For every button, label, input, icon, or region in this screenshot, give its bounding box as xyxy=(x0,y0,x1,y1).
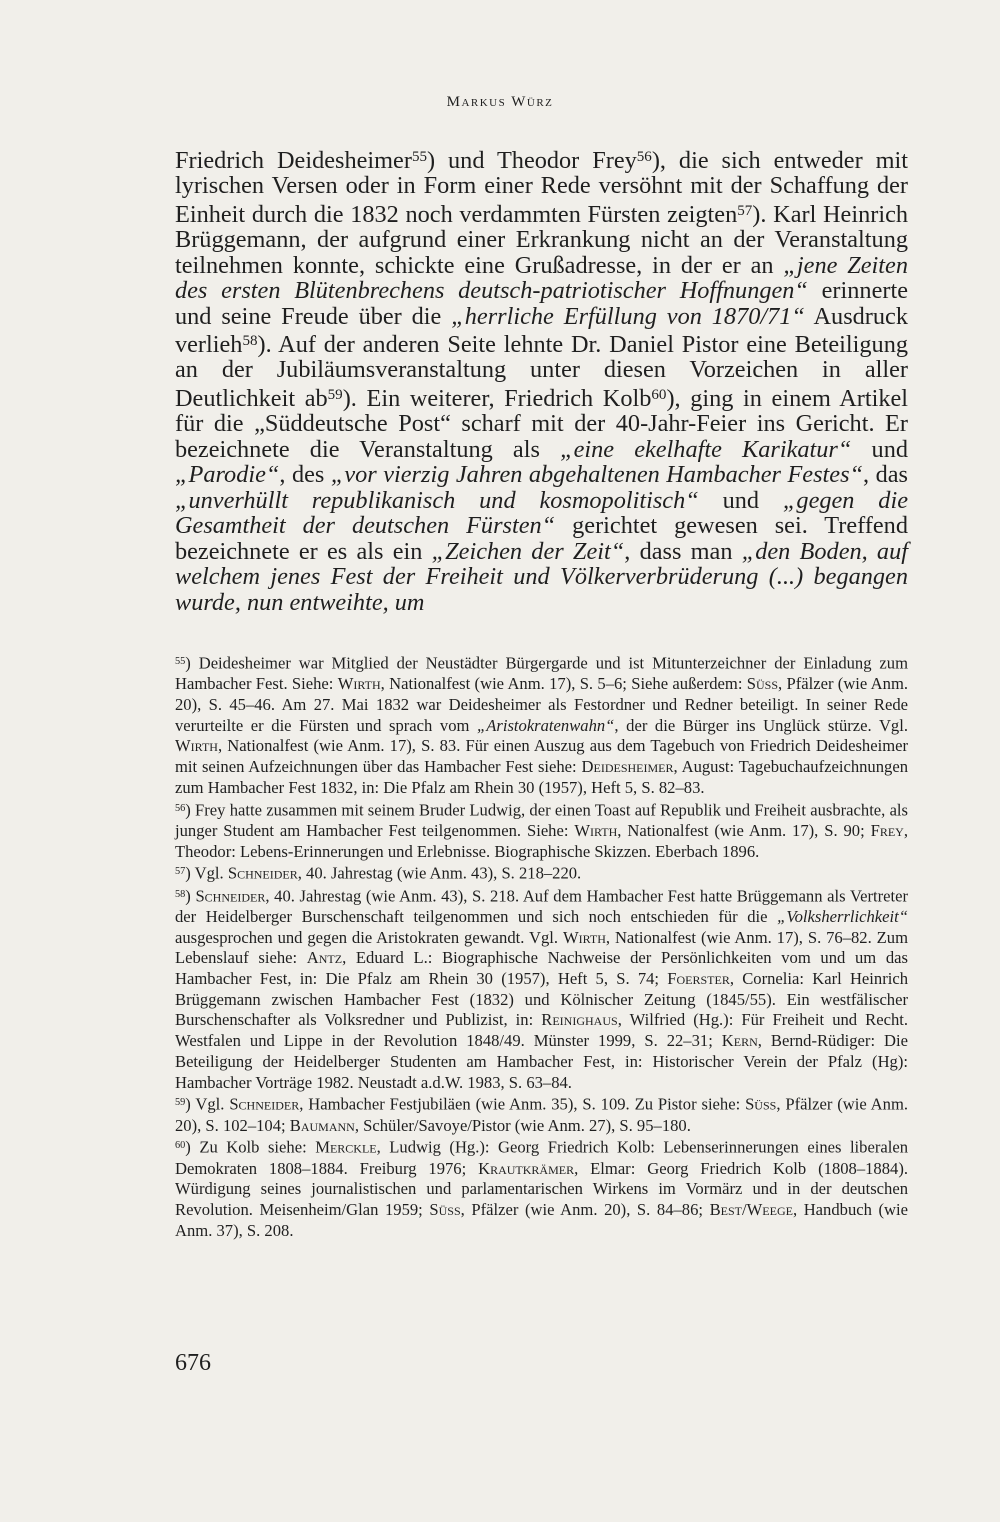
text-run: ausgesprochen und gegen die Aristokraten gewandt. Vgl. xyxy=(175,927,563,947)
text-run: ) Zu Kolb siehe: xyxy=(185,1137,316,1157)
page-number: 676 xyxy=(175,1350,211,1376)
main-text xyxy=(175,145,908,615)
footnote-number: 57 xyxy=(175,866,186,878)
text-run: ) Frey hatte zusammen mit seinem Bruder Ludwig, der einen Toast auf Republik und Freiheit ausbrachte, als junger Student am Hambacher Fest teilgenommen. Siehe: xyxy=(175,800,908,840)
footnote-number: 60 xyxy=(175,1140,186,1152)
footnote-55 xyxy=(175,652,908,799)
text-run: , Hambacher Festjubiläen (wie Anm. 35), S. 109. Zu Pistor siehe: xyxy=(299,1094,746,1114)
text-run: gerichtet gewesen sei. Treffend bezeichnete er es als ein xyxy=(175,512,908,565)
text-run: ) Vgl. xyxy=(185,863,228,883)
text-run: Ausdruck verlieh xyxy=(175,302,908,358)
footnote-number: 58 xyxy=(175,888,186,900)
quote: „unverhüllt republikanisch und kosmopolitisch“ xyxy=(175,486,699,514)
running-head: Markus Würz xyxy=(446,94,554,110)
author-name: Foerster xyxy=(667,969,730,989)
quote: „herrliche Erfüllung von 1870/71“ xyxy=(451,302,805,330)
quote: „vor vierzig Jahren abgehaltenen Hambacher Festes“ xyxy=(330,461,864,489)
footnote-ref-57[interactable]: 57 xyxy=(737,202,753,219)
text-run: , Handbuch (wie Anm. 37), S. 208. xyxy=(175,1200,908,1240)
footnote-59 xyxy=(175,1093,908,1136)
text-run: ) xyxy=(185,886,196,906)
footnote-57 xyxy=(175,862,908,884)
text-run: , Bernd-Rüdiger: Die Beteiligung der Heidelberger Studenten am Hambacher Fest, in: Historischer Verein der Pfalz (Hg): Hambacher Vorträge 1982. Neustadt a.d.W. 1983, S. 63–84. xyxy=(175,1031,908,1092)
footnote-ref-55[interactable]: 55 xyxy=(411,149,427,165)
author-name: Deidesheimer xyxy=(581,757,674,777)
author-name: Schneider xyxy=(229,1094,300,1114)
text-run: und xyxy=(851,435,908,463)
quote: „eine ekelhafte Karikatur“ xyxy=(560,435,852,463)
text-run: ), ging in einem Artikel für die „Süddeutsche Post“ scharf mit der 40-Jahr-Feier ins Gericht. Er bezeichnete die Veranstaltung als xyxy=(175,384,909,463)
author-name: Reinighaus xyxy=(541,1010,618,1030)
text-run: ). Karl Heinrich Brüggemann, der aufgrund einer Erkrankung nicht an der Veranstaltung teilnehmen konnte, schickte eine Grußadresse, in der er an xyxy=(175,200,908,279)
footnote-ref-59[interactable]: 59 xyxy=(327,386,343,403)
text-run: , Wilfried (Hg.): Für Freiheit und Recht. Westfalen und Lippe in der Revolution 1848/49. Münster 1999, S. 22–31; xyxy=(175,1010,909,1051)
author-name: Wirth xyxy=(562,927,606,947)
footnotes xyxy=(175,652,908,1241)
text-run: , 40. Jahrestag (wie Anm. 43), S. 218–220. xyxy=(297,863,582,883)
text-run: , Pfälzer (wie Anm. 20), S. 45–46. Am 27. Mai 1832 war Deidesheimer als Festordner und Redner beteiligt. In seiner Rede verurteilte er die Fürsten und sprach vom xyxy=(175,674,909,735)
text-run: , Pfälzer (wie Anm. 20), S. 84–86; xyxy=(460,1200,710,1220)
author-name: Wirth xyxy=(337,674,381,694)
text-run: ) Vgl. xyxy=(185,1094,230,1114)
footnote-56 xyxy=(175,799,908,863)
text-run: , der die Bürger ins Unglück stürze. Vgl. xyxy=(614,715,908,735)
text-run: ). Ein weiterer, Friedrich Kolb xyxy=(342,384,652,412)
text-run: , Schüler/Savoye/Pistor (wie Anm. 27), S. 95–180. xyxy=(354,1115,691,1135)
text-run: , Nationalfest (wie Anm. 17), S. 83. Für einen Auszug aus dem Tagebuch von Friedrich Deidesheimer mit seinen Aufzeichnungen über das Hambacher Fest siehe: xyxy=(175,736,908,777)
author-name: Antz xyxy=(306,948,343,968)
footnote-number: 55 xyxy=(175,656,186,667)
text-run: , Ludwig (Hg.): Georg Friedrich Kolb: Lebenserinnerungen eines liberalen Demokraten 1808–1884. Freiburg 1976; xyxy=(175,1137,908,1178)
author-name: Süss xyxy=(746,674,779,694)
quote: „den Boden, auf welchem jenes Fest der Freiheit und Völkerverbrüderung (...) begangen wurde, nun entweihte, um xyxy=(175,537,908,616)
footnote-58 xyxy=(175,885,908,1094)
quote: „Volksherrlichkeit“ xyxy=(777,906,908,926)
text-run: , Eduard L.: Biographische Nachweise der Persönlichkeiten vom und um das Hambacher Fest, in: Die Pfalz am Rhein 30 (1957), Heft 5, S. 74; xyxy=(175,948,908,989)
author-name: Schneider xyxy=(227,863,298,883)
footnote-number: 56 xyxy=(175,802,186,814)
text-run: , 40. Jahrestag (wie Anm. 43), S. 218. Auf dem Hambacher Fest hatte Brüggemann als Vertreter der Heidelberger Burschenschaft teilgenommen und sich noch entschieden für die xyxy=(175,886,908,926)
author-name: Wirth xyxy=(574,820,618,840)
text-run: , Nationalfest (wie Anm. 17), S. 5–6; Siehe außerdem: xyxy=(380,674,747,694)
author-name: Krautkrämer xyxy=(478,1158,575,1178)
text-run: ). Auf der anderen Seite lehnte Dr. Daniel Pistor eine Beteiligung an der Jubiläumsveranstaltung unter diesen Vorzeichen in aller Deutlichkeit ab xyxy=(175,330,908,412)
text-run: , des xyxy=(279,461,331,489)
text-run: erinnerte und seine Freude über die xyxy=(175,277,908,330)
text-run: , das xyxy=(863,461,908,489)
body-paragraph xyxy=(175,145,908,615)
text-run: , Nationalfest (wie Anm. 17), S. 90; xyxy=(617,820,871,840)
footnote-ref-56[interactable]: 56 xyxy=(636,149,652,165)
text-run: , Pfälzer (wie Anm. 20), S. 102–104; xyxy=(175,1094,909,1135)
author-name: Frey xyxy=(870,820,904,840)
quote: „Zeichen der Zeit“ xyxy=(431,537,625,565)
author-name: Merckle xyxy=(315,1137,377,1157)
quote: „Parodie“ xyxy=(175,461,280,489)
text-run: , Cornelia: Karl Heinrich Brüggemann zwischen Hambacher Fest (1832) und Kölnischer Zeitung (1845/55). Ein westfälischer Burschenschafter als Volksredner und Publizist, in: xyxy=(175,969,908,1030)
text-run: ) Deidesheimer war Mitglied der Neustädter Bürgergarde und ist Mitunterzeichner der Einladung zum Hambacher Fest. Siehe: xyxy=(175,653,908,694)
quote: „Aristokratenwahn“ xyxy=(477,715,615,735)
text-run: ) und Theodor Frey xyxy=(426,146,637,174)
footnote-number: 59 xyxy=(175,1097,186,1109)
text-run: , dass man xyxy=(624,537,742,565)
footnote-ref-58[interactable]: 58 xyxy=(242,333,258,350)
author-name: Schneider xyxy=(195,886,266,906)
author-name: Süss xyxy=(429,1200,461,1220)
author-name: Kern xyxy=(721,1031,758,1051)
text-run: und xyxy=(698,486,783,514)
author-name: Süss xyxy=(745,1094,777,1114)
text-run: Friedrich Deidesheimer xyxy=(175,146,412,174)
footnote-60 xyxy=(175,1136,908,1241)
text-run: , Elmar: Georg Friedrich Kolb (1808–1884). Würdigung seines journalistischen und parlamentarischen Wirkens im Vormärz und in der deutschen Revolution. Meisenheim/Glan 1959; xyxy=(175,1158,908,1220)
text-run: , Theodor: Lebens-Erinnerungen und Erlebnisse. Biographische Skizzen. Eberbach 1896. xyxy=(175,820,908,861)
author-name: Baumann xyxy=(289,1115,355,1135)
text-run: , Nationalfest (wie Anm. 17), S. 76–82. Zum Lebenslauf siehe: xyxy=(175,927,909,968)
text-run: ), die sich entweder mit lyrischen Versen oder in Form einer Rede versöhnt mit der Schaffung der Einheit durch die 1832 noch verdammten Fürsten zeigten xyxy=(175,146,909,228)
footnote-ref-60[interactable]: 60 xyxy=(651,386,667,403)
text-run: , August: Tagebuchaufzeichnungen zum Hambacher Fest 1832, in: Die Pfalz am Rhein 30 (1957), Heft 5, S. 82–83. xyxy=(175,757,908,797)
author-name: Best/Weege xyxy=(709,1200,793,1220)
quote: „jene Zeiten des ersten Blütenbrechens deutsch-patriotischer Hoffnungen“ xyxy=(175,251,908,305)
author-name: Wirth xyxy=(175,736,218,756)
quote: „gegen die Gesamtheit der deutschen Fürsten“ xyxy=(175,486,908,540)
